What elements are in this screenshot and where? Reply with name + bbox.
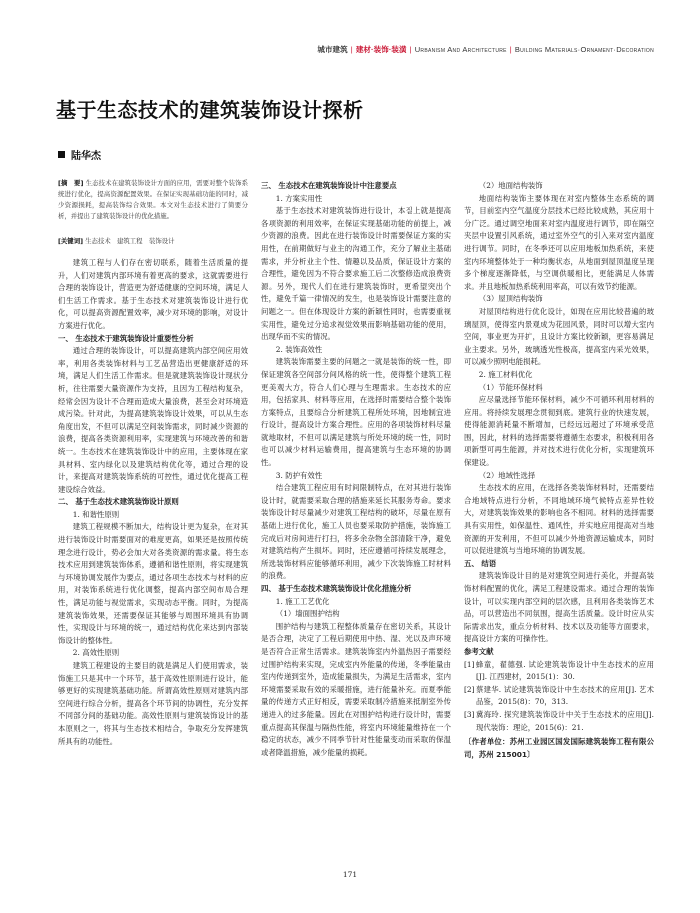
column-3 [464,180,654,761]
author-marker-icon [58,151,65,158]
article-title: 基于生态技术的建筑装饰设计探析 [56,98,364,122]
references-list [464,659,654,735]
keywords [58,236,248,247]
paragraph: 结合建筑工程应用有时间限制特点，在对其进行装饰设计时，就需要采取合理的措施来延长其服务寿命。要求装饰设计时尽量减少对建筑工程结构的破坏，尽量在原有基础上进行优化，施工人员也要采取防护措施，装饰施工完成后对房间进行打扫，将多余杂物全部清除干净，避免对建筑结构产生损坏。同时，还应遵循可持续发展理念，所选装饰材料应能够循环利用，减少下次装饰施工时材料的浪费。 [261,483,451,581]
references-heading: 参考文献 [464,646,494,656]
paragraph: 应尽量选择节能环保材料，减少不可循环利用材料的应用。将持续发展理念贯彻到底。建筑行业的快速发展，使得能源消耗量不断增加，已经远远超过了环境承受范围，因此，材料的选择需要将遵循生态要求，积极利用各项新型可再生能源，并对技术进行优化分析，实现建筑环保建设。 [464,395,654,468]
subsection-heading: 2. 装饰高效性 [275,344,323,354]
header-section-en: Urbanism And Architecture [414,45,507,54]
section-heading-5: 五、 结语 [464,558,497,568]
paragraph: 通过合理的装饰设计，可以提高建筑内部空间应用效率，利用各类装饰材料与工艺品营造出更健康舒适的环境，满足人们生活工作需求。但是就建筑装饰设计现状分析，往往需要大量资源作为支持，且因为工程结构复杂，经常会因为设计不合理而造成大量浪费，甚至会对环境造成污染。针对此，为提高建筑装饰设计效果，可以从生态角度出发，不但可以满足空间装饰需求，同时减少资源的浪费，提高各类资源利用率，实现建筑与环境改善的和谐统一。生态技术在建筑装饰设计中的应用，主要体现在家具材料、室内绿化以及建筑结构优化等，通过合理的设计，来提高对建筑装饰系统的可控性，通过优化提高工程建设综合效益。 [58,346,248,494]
paragraph: 基于生态技术对建筑装饰进行设计，本질上就是提高各项资源的利用效率，在保证实现基础功能的前提上，减少资源的浪费。因此在进行装饰设计时需要保证方案的实用性，在前期做好与业主的沟通工作，充分了解业主基础需求，并分析业主个性、情趣以及品质，保证设计方案的合理性，避免因为不符合要求施工后二次整修造成浪费资源。另外，现代人们在进行建筑装饰时，更希望突出个性，避免千篇一律情况的发生，也是装饰设计需要注意的问题之一。但在体现设计方案的新颖性同时，也需要重视实用性，避免过分追求视觉效果而影响基础功能的使用，出现华而不实的情况。 [261,206,451,342]
paragraph: 建筑工程规模不断加大，结构设计更为复杂，在对其进行装饰设计时需要面对的难度更高，如果还是按照传统理念进行设计，势必会加大对各类资源的需求量。将生态技术应用到建筑装饰体系，遵循和谐性原则，将实现建筑与环境协调发展作为要点，通过各项生态技术与材料的应用，对装饰系统进行优化调整，提高内部空间布局合理性，满足功能与视觉需求，实现动态平衡。同时，为提高建筑装饰效果，还需要保证其能够与周围环境具有协调性，实现设计与环境的统一，通过结构优化来达到内部装饰设计的整体性。 [58,522,248,645]
subsection-heading: 1. 方案实用性 [275,193,323,203]
author-affiliation: 〔作者单位：苏州工业园区国发国际建筑装饰工程有限公司，苏州 215001〕 [464,737,654,759]
abstract-text: 生态技术在建筑装饰设计方面的应用，需要对整个装饰系统进行优化，提高资源配置效果。在保证实现基础功能的同时，减少资源损耗，提高装饰综合效果。本文对生态技术进行了简要分析，并提出了建筑装饰设计的优化措施。 [58,179,248,220]
header-section-cn: 城市建筑 [317,45,348,54]
reference-item [464,659,654,684]
section-heading-4: 四、 基于生态技术建筑装饰设计优化措施分析 [261,584,412,593]
subsection-heading: 1. 施工工艺优化 [275,596,330,606]
header-separator: | [409,45,412,54]
reference-number: [1] [464,659,475,669]
column-2 [261,180,451,759]
section-heading-1: 一、 生态技术于建筑装饰设计重要性分析 [58,333,194,343]
paragraph: 建筑工程建设的主要目的就是满足人们使用需求，装饰施工只是其中一个环节，基于高效性原则进行设计，能够更好的实现建筑基础功能。所谓高效性原则对建筑内部空间进行综合分析，提高各个环节间的协调性，充分发挥不同部分间的基础功能。高效性原则与建筑装饰设计的基本原则之一，将其与生态技术相结合，争取充分发挥建筑所具有的功能性。 [58,661,248,746]
subsection-heading: （1）节能环保材料 [478,382,543,392]
subsection-heading: （2）地域性选择 [478,470,536,480]
page-number: 171 [342,870,358,879]
author-line [58,147,101,162]
paragraph: 地面结构装饰主要体现在对室内整体生态系统的调节，目前室内空气温度分层技术已经比较成熟，其应用十分广泛。通过调空地面来对室内温度进行调节，即在隔空夹层中设置引风系统，通过室外空气的引入来对室内温度进行调节。同时，在冬季还可以应用地板加热系统，来使室内环境整体处于一种均衡状态，从地面到屋顶温度呈现多个梯度逐渐降低，与空调供暖相比，更能满足人体需求。并且地板加热系统利用率高，可以有效节约能源。 [464,193,654,291]
intro-paragraph: 建筑工程与人们存在密切联系，随着生活质量的提升，人们对建筑内部环境有着更高的要求，这就需要进行合理的装饰设计，营造更为舒适健康的空间环境，满足人们生活工作需求。基于生态技术对建筑装饰设计进行优化，可以提高资源配置效率，减少对环境的影响，对设计方案进行优化。 [58,258,248,330]
paragraph: 围护结构与建筑工程整体质量存在密切关系，其设计是否合理，决定了工程后期使用中热、湿、光以及声环境是否符合正常生活需求。建筑装饰室内外温热因子需要经过围护结构来实现，完成室内外能量的传递，冬季能量由室内传递到室外，造成能量损失，为满足生活需求，室内环境需要采取有效的采暖措施，进行能量补充。而夏季能量的传递方式正好相反，需要采取制冷措施来抵制室外传递进入的过多能量。因此在对围护结构进行设计时，需要重点提高其保温与隔热性能，将室内环境能量维持在一个稳定的状态，减少不同季节针对性能量变动而采取的保温或者降温措施，减少能量的损耗。 [261,621,451,757]
reference-item [464,709,654,734]
keywords-label: [关键词] [58,237,84,245]
paragraph: 建筑装饰设计目的是对建筑空间进行美化，并提高装饰材料配置的优化，满足工程建设需求。通过合理的装饰设计，可以实现内部空间的层次感，且利用各类装饰艺术品，可以营造出不同氛围，提高生活质量。设计时应从实际需求出发，重点分析材料、技术以及功能等方面要求，提高设计方案的可操作性。 [464,571,654,644]
keywords-text: 生态技术 建筑工程 装饰设计 [85,237,175,245]
running-header [317,44,654,55]
subsection-heading: （1）墙面围护结构 [275,609,340,619]
reference-text: 蜂童，翟德强. 试论建筑装饰设计中生态技术的应用[J]. 江西建材，2015(1)：30. [476,659,654,682]
reference-text: 蔡建华. 试论建筑装饰设计中生态技术的应用[J]. 艺术品鉴，2015(8)：70，313. [476,684,654,707]
subsection-heading: 1. 和谐性原则 [72,509,120,519]
subsection-heading: 2. 高效性原则 [72,648,120,658]
abstract-label: [摘 要] [58,179,84,187]
reference-item [464,684,654,709]
paragraph: 生态技术的应用，在选择各类装饰材料时，还需要结合地域特点进行分析，不同地域环境气候特点差异性较大，对建筑装饰效果的影响也各不相同。材料的选择需要具有实用性，如保温性、通风性，并实地应用提高对当地资源的开发利用，不但可以减少外地资源运输成本，同时可以促进建筑与当地环境的协调发展。 [464,483,654,556]
section-heading-2: 二、 基于生态技术建筑装饰设计原则 [58,497,179,507]
subsection-heading: 3. 防护有效性 [275,470,323,480]
header-subsection-en: Building Materials·Ornament·Decoration [514,45,654,54]
header-separator: | [350,45,353,54]
column-1 [58,178,248,748]
reference-number: [3] [464,709,475,719]
header-separator: | [509,45,512,54]
subsection-heading: 2. 施工材料优化 [478,369,533,379]
subsection-heading: （3）屋顶结构装饰 [478,294,543,304]
section-heading-3: 三、 生态技术在建筑装饰设计中注意要点 [261,181,397,190]
abstract [58,178,248,222]
reference-number: [2] [464,684,475,694]
header-subsection-cn: 建材·装饰·装潢 [355,45,407,54]
paragraph: 建筑装饰需要主要的问题之一就是装饰的统一性，即保证建筑各空间部分间风格的统一性，使得整个建筑工程更美观大方，符合人们心理与生理需求。生态技术的应用，包括家具、材料等应用，在选择时需要结合整个装饰方案特点，且要综合分析建筑工程所处环境，因地制宜进行设计，提高设计方案合理性。应用的各项装饰材料尽量就地取材，不但可以满足建筑与所处环境的统一性，同时也可以减少材料运输费用，提高建筑与生态环境的协调性。 [261,357,451,468]
subsection-heading: （2）地面结构装饰 [478,181,543,190]
author-name: 陆华杰 [71,151,101,162]
paragraph: 对屋顶结构进行优化设计，如现在应用比较普遍的玻璃屋顶，使得室内景观成为花园风景，同时可以增大室内空间，事业更为开扩，且设计方案比较新颖，更容易满足业主要求。另外，玻璃透光性极高，提高室内采光效果，可以减少照明电能损耗。 [464,306,654,367]
reference-text: 冀海玲. 探究建筑装饰设计中关于生态技术的应用[J]. 现代装饰：理论，2015(6)：21. [476,709,654,732]
